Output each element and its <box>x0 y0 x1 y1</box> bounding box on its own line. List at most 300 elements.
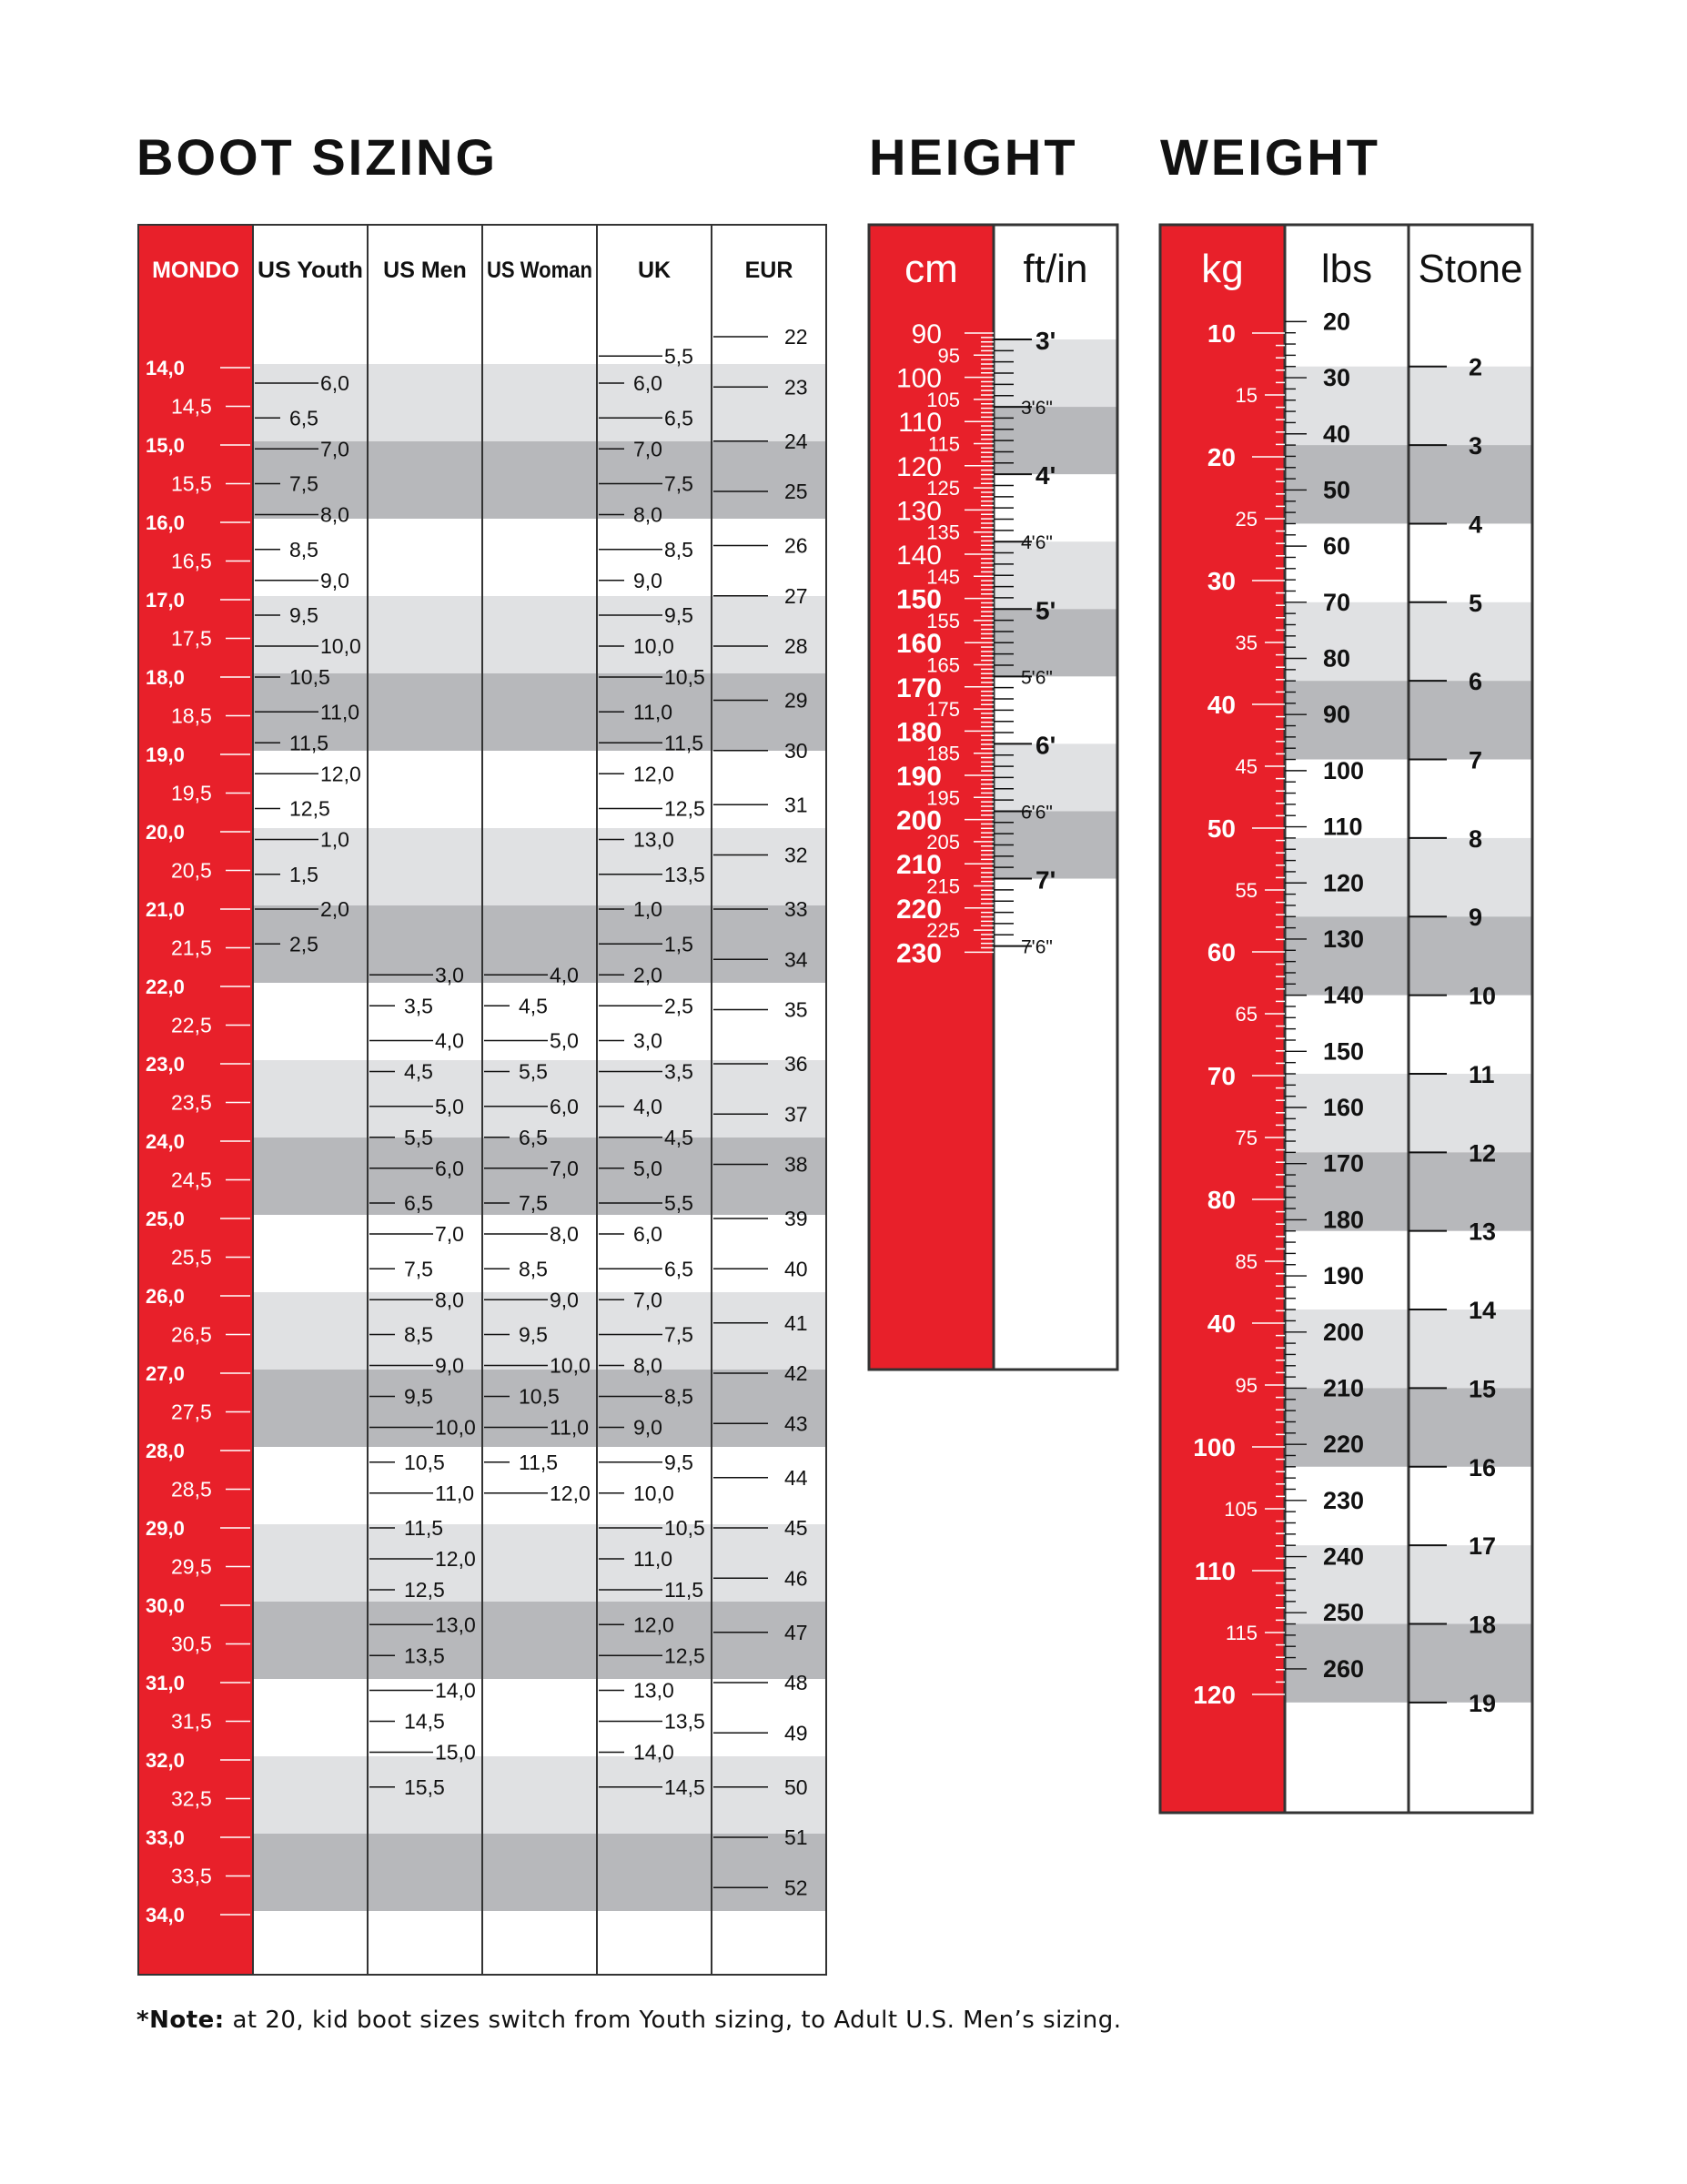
eur-label: 45 <box>784 1516 808 1540</box>
eur-label: 29 <box>784 688 808 713</box>
uk-label: 13,5 <box>664 1709 705 1734</box>
eur-label: 22 <box>784 325 808 349</box>
eur-label: 34 <box>784 947 808 972</box>
kg-label: 30 <box>1207 567 1236 595</box>
uk-label: 2,0 <box>633 963 662 987</box>
lbs-label: 260 <box>1323 1654 1365 1683</box>
stone-label: 18 <box>1469 1611 1497 1639</box>
kg-label: 110 <box>1194 1557 1236 1585</box>
us-youth-label: 6,5 <box>289 406 318 430</box>
mondo-label: 25,5 <box>171 1245 212 1269</box>
us-men-label: 5,5 <box>404 1125 433 1149</box>
stone-label: 11 <box>1469 1060 1495 1088</box>
uk-label: 12,5 <box>664 1643 705 1668</box>
us-men-label: 9,0 <box>435 1353 464 1378</box>
kg-label: 35 <box>1235 632 1258 654</box>
eur-label: 48 <box>784 1671 808 1694</box>
kg-label: 80 <box>1207 1186 1236 1214</box>
eur-label: 31 <box>784 793 808 817</box>
mondo-label: 15,5 <box>171 471 212 496</box>
ft-label: 7'6" <box>1021 936 1053 958</box>
mondo-label: 24,5 <box>171 1168 212 1192</box>
uk-label: 1,5 <box>664 932 693 956</box>
lbs-label: 20 <box>1323 308 1351 336</box>
uk-label: 5,5 <box>664 344 693 369</box>
uk-label: 4,5 <box>664 1125 693 1149</box>
mondo-label: 29,5 <box>171 1554 212 1579</box>
mondo-label: 32,5 <box>171 1786 212 1811</box>
mondo-label: 28,0 <box>146 1440 185 1462</box>
cm-label: 210 <box>895 850 942 881</box>
mondo-label: 22,5 <box>171 1013 212 1037</box>
us-youth-label: 12,0 <box>320 762 361 786</box>
mondo-label: 23,0 <box>146 1053 185 1076</box>
cm-label: 230 <box>895 938 942 969</box>
uk-label: 9,5 <box>664 1450 693 1474</box>
lbs-label: 190 <box>1323 1262 1365 1290</box>
uk-label: 6,5 <box>664 1257 693 1281</box>
ft-label: 5' <box>1035 596 1056 625</box>
mondo-label: 32,0 <box>146 1749 185 1772</box>
ft-label: 3'6" <box>1021 398 1053 420</box>
us-men-label: 3,0 <box>435 963 464 987</box>
cm-label: 205 <box>926 830 960 854</box>
cm-label: 120 <box>895 451 942 482</box>
stone-label: 3 <box>1469 432 1483 460</box>
kg-label: 70 <box>1207 1062 1236 1090</box>
lbs-label: 40 <box>1323 420 1351 448</box>
cm-label: 155 <box>926 609 960 632</box>
eur-label: 44 <box>784 1465 808 1490</box>
ft-label: 5'6" <box>1021 667 1053 689</box>
lbs-label: 50 <box>1323 476 1351 504</box>
cm-label: 145 <box>926 565 960 589</box>
cm-label: 95 <box>937 344 960 368</box>
us-youth-label: 6,0 <box>320 371 349 395</box>
mondo-label: 27,0 <box>146 1362 185 1385</box>
kg-label: 65 <box>1235 1003 1258 1026</box>
cm-label: 200 <box>895 805 942 836</box>
uk-label: 8,0 <box>633 1353 662 1378</box>
mondo-label: 26,0 <box>146 1285 185 1308</box>
us-woman-label: 5,0 <box>550 1028 579 1053</box>
us-men-label: 11,0 <box>435 1481 475 1505</box>
eur-label: 50 <box>784 1774 808 1799</box>
eur-label: 35 <box>784 997 808 1022</box>
uk-label: 1,0 <box>633 897 662 921</box>
cm-label: 215 <box>926 875 960 898</box>
lbs-label: 230 <box>1323 1486 1365 1514</box>
us-men-label: 14,5 <box>404 1709 445 1734</box>
uk-label: 6,0 <box>633 371 662 395</box>
stone-label: 17 <box>1469 1532 1497 1561</box>
kg-label: 25 <box>1235 508 1258 531</box>
uk-label: 2,5 <box>664 994 693 1018</box>
eur-label: 36 <box>784 1052 808 1076</box>
uk-label: 10,0 <box>633 634 674 658</box>
us-woman-label: 9,0 <box>550 1288 579 1312</box>
us-youth-label: 8,0 <box>320 502 349 527</box>
eur-label: 39 <box>784 1207 808 1230</box>
cm-label: 160 <box>895 629 942 660</box>
mondo-label: 20,0 <box>146 821 185 844</box>
weight-title: WEIGHT <box>1160 128 1380 186</box>
uk-label: 7,5 <box>664 471 693 496</box>
kg-label: 15 <box>1235 384 1258 407</box>
footnote <box>136 2007 1122 2034</box>
cm-label: 225 <box>926 919 960 943</box>
cm-label: 115 <box>927 432 960 456</box>
stone-label: 8 <box>1469 824 1483 853</box>
mondo-label: 31,0 <box>146 1672 185 1694</box>
mondo-label: 23,5 <box>171 1090 212 1115</box>
lbs-label: 60 <box>1323 532 1351 561</box>
footnote-text: at 20, kid boot sizes switch from Youth sizing, to Adult U.S. Men’s sizing. <box>224 2007 1122 2034</box>
column-header-mondo: MONDO <box>152 258 239 283</box>
uk-label: 11,5 <box>664 731 704 755</box>
kg-label: 120 <box>1193 1681 1236 1709</box>
mondo-label: 22,0 <box>146 976 185 998</box>
us-woman-label: 7,0 <box>550 1156 579 1180</box>
kg-label: 55 <box>1235 879 1258 902</box>
us-youth-label: 11,5 <box>289 731 329 755</box>
uk-label: 9,0 <box>633 568 662 592</box>
us-woman-label: 5,5 <box>519 1059 548 1084</box>
uk-label: 5,5 <box>664 1191 693 1215</box>
eur-label: 43 <box>784 1411 808 1436</box>
mondo-label: 16,5 <box>171 549 212 573</box>
stone-label: 15 <box>1469 1375 1497 1403</box>
us-woman-label: 8,0 <box>550 1222 579 1246</box>
stone-label: 2 <box>1469 353 1483 381</box>
us-youth-label: 9,5 <box>289 603 318 627</box>
ft-label: 4'6" <box>1021 532 1053 554</box>
column-header-us-woman: US Woman <box>487 258 592 283</box>
us-men-label: 11,5 <box>404 1516 444 1540</box>
eur-label: 38 <box>784 1152 808 1177</box>
uk-label: 10,0 <box>633 1481 674 1505</box>
uk-label: 12,5 <box>664 796 705 821</box>
stone-label: 7 <box>1469 746 1483 774</box>
us-youth-label: 1,0 <box>320 827 349 852</box>
lbs-label: 80 <box>1323 644 1351 672</box>
uk-label: 9,0 <box>633 1415 662 1440</box>
uk-label: 7,0 <box>633 437 662 461</box>
eur-label: 52 <box>784 1876 808 1900</box>
cm-label: 195 <box>926 786 960 810</box>
uk-label: 12,0 <box>633 1613 674 1637</box>
uk-label: 8,5 <box>664 1384 693 1409</box>
us-men-label: 13,0 <box>435 1613 476 1637</box>
uk-label: 14,0 <box>633 1740 674 1764</box>
us-youth-label: 7,5 <box>289 471 318 496</box>
lbs-label: 100 <box>1323 756 1365 784</box>
uk-label: 8,5 <box>664 537 693 561</box>
mondo-label: 19,5 <box>171 781 212 805</box>
uk-label: 14,5 <box>664 1774 705 1799</box>
us-youth-label: 2,5 <box>289 932 318 956</box>
mondo-label: 27,5 <box>171 1400 212 1424</box>
mondo-label: 14,5 <box>171 394 212 419</box>
stone-label: 6 <box>1469 668 1483 696</box>
stone-label: 12 <box>1469 1139 1497 1168</box>
uk-label: 13,0 <box>633 827 674 852</box>
us-woman-label: 11,0 <box>550 1415 590 1440</box>
mondo-label: 24,0 <box>146 1130 185 1153</box>
column-header-lbs: lbs <box>1320 247 1373 291</box>
uk-label: 5,0 <box>633 1156 662 1180</box>
kg-label: 95 <box>1235 1374 1258 1397</box>
uk-label: 3,5 <box>664 1059 693 1084</box>
column-header-cm: cm <box>904 247 958 291</box>
cm-label: 150 <box>895 584 942 615</box>
kg-label: 20 <box>1207 443 1236 471</box>
column-header-us-youth: US Youth <box>258 258 363 283</box>
mondo-label: 18,5 <box>171 703 212 728</box>
eur-label: 47 <box>784 1620 808 1644</box>
uk-label: 3,0 <box>633 1028 662 1053</box>
column-header-ft-in: ft/in <box>1023 247 1088 291</box>
cm-label: 165 <box>926 653 960 677</box>
cm-label: 185 <box>926 742 960 765</box>
uk-label: 4,0 <box>633 1094 662 1118</box>
mondo-label: 18,0 <box>146 666 185 689</box>
eur-label: 40 <box>784 1257 808 1281</box>
mondo-label: 33,0 <box>146 1826 185 1849</box>
cm-label: 100 <box>895 363 942 394</box>
eur-label: 51 <box>784 1825 808 1849</box>
us-men-label: 8,5 <box>404 1322 433 1347</box>
stone-label: 4 <box>1469 511 1483 539</box>
us-woman-label: 4,0 <box>550 963 579 987</box>
mondo-label: 17,0 <box>146 589 185 612</box>
mondo-label: 15,0 <box>146 434 185 457</box>
kg-label: 45 <box>1235 755 1258 778</box>
cm-label: 180 <box>895 717 942 748</box>
lbs-label: 90 <box>1323 701 1351 729</box>
lbs-label: 150 <box>1323 1037 1365 1066</box>
mondo-label: 31,5 <box>171 1709 212 1734</box>
us-men-label: 15,5 <box>404 1774 445 1799</box>
eur-label: 46 <box>784 1566 808 1591</box>
us-men-label: 5,0 <box>435 1094 464 1118</box>
kg-label: 115 <box>1225 1622 1258 1644</box>
us-youth-label: 7,0 <box>320 437 349 461</box>
kg-label: 40 <box>1207 691 1236 719</box>
eur-label: 27 <box>784 583 808 608</box>
cm-label: 130 <box>895 496 942 527</box>
us-youth-label: 10,0 <box>320 634 361 658</box>
cm-label: 175 <box>926 698 960 722</box>
us-men-label: 10,0 <box>435 1415 476 1440</box>
uk-label: 11,0 <box>633 700 673 724</box>
us-men-label: 10,5 <box>404 1450 445 1474</box>
mondo-label: 30,0 <box>146 1594 185 1617</box>
us-men-label: 14,0 <box>435 1678 476 1703</box>
ft-label: 6' <box>1035 731 1056 760</box>
us-youth-label: 11,0 <box>320 700 360 724</box>
eur-label: 42 <box>784 1361 808 1385</box>
mondo-label: 29,0 <box>146 1517 185 1540</box>
lbs-label: 110 <box>1323 813 1363 841</box>
lbs-label: 70 <box>1323 588 1351 616</box>
stone-label: 14 <box>1469 1297 1497 1325</box>
us-men-label: 9,5 <box>404 1384 433 1409</box>
uk-label: 7,0 <box>633 1288 662 1312</box>
uk-label: 8,0 <box>633 502 662 527</box>
mondo-label: 28,5 <box>171 1477 212 1502</box>
eur-label: 26 <box>784 533 808 558</box>
mondo-label: 30,5 <box>171 1632 212 1656</box>
mondo-label: 20,5 <box>171 858 212 883</box>
ft-label: 3' <box>1035 326 1056 355</box>
lbs-label: 30 <box>1323 364 1351 392</box>
cm-label: 220 <box>895 894 942 925</box>
kg-label: 50 <box>1207 814 1236 843</box>
uk-label: 11,0 <box>633 1547 673 1571</box>
eur-label: 23 <box>784 375 808 399</box>
us-woman-label: 12,0 <box>550 1481 591 1505</box>
column-header-stone: Stone <box>1418 247 1523 291</box>
mondo-label: 34,0 <box>146 1904 185 1926</box>
lbs-label: 220 <box>1323 1431 1365 1459</box>
stone-label: 10 <box>1469 982 1497 1010</box>
stone-label: 9 <box>1469 904 1483 932</box>
uk-label: 11,5 <box>664 1578 704 1602</box>
us-men-label: 4,5 <box>404 1059 433 1084</box>
us-men-label: 15,0 <box>435 1740 476 1764</box>
us-woman-label: 11,5 <box>519 1450 559 1474</box>
us-woman-label: 10,0 <box>550 1353 591 1378</box>
mondo-label: 19,0 <box>146 743 185 766</box>
lbs-label: 170 <box>1323 1149 1365 1178</box>
column-header-uk: UK <box>637 258 672 283</box>
lbs-label: 180 <box>1323 1206 1365 1234</box>
us-men-label: 7,0 <box>435 1222 464 1246</box>
us-men-label: 3,5 <box>404 994 433 1018</box>
cm-label: 110 <box>898 408 942 439</box>
column-header-us-men: US Men <box>383 258 467 283</box>
cm-label: 125 <box>926 477 960 500</box>
lbs-label: 210 <box>1323 1374 1365 1402</box>
us-men-label: 8,0 <box>435 1288 464 1312</box>
cm-label: 170 <box>895 672 942 703</box>
stone-label: 19 <box>1469 1689 1497 1717</box>
mondo-label: 26,5 <box>171 1322 212 1347</box>
cm-label: 135 <box>926 521 960 544</box>
us-youth-label: 10,5 <box>289 665 330 689</box>
stone-label: 5 <box>1469 589 1483 617</box>
us-woman-label: 10,5 <box>519 1384 560 1409</box>
us-men-label: 6,0 <box>435 1156 464 1180</box>
ft-label: 6'6" <box>1021 802 1053 824</box>
footnote-bold: *Note: <box>136 2007 225 2034</box>
mondo-label: 21,5 <box>171 935 212 960</box>
kg-label: 60 <box>1207 938 1236 966</box>
uk-label: 9,5 <box>664 603 693 627</box>
height-title: HEIGHT <box>869 128 1078 186</box>
us-woman-label: 6,5 <box>519 1125 548 1149</box>
eur-label: 25 <box>784 480 808 503</box>
uk-label: 10,5 <box>664 1516 705 1540</box>
cm-label: 90 <box>911 319 942 349</box>
kg-label: 105 <box>1224 1498 1258 1521</box>
us-men-label: 6,5 <box>404 1191 433 1215</box>
column-header-kg: kg <box>1201 247 1244 291</box>
lbs-label: 140 <box>1323 981 1365 1009</box>
us-men-label: 4,0 <box>435 1028 464 1053</box>
eur-label: 28 <box>784 634 808 658</box>
mondo-label: 16,0 <box>146 511 185 534</box>
us-men-label: 7,5 <box>404 1257 433 1281</box>
uk-label: 12,0 <box>633 762 674 786</box>
lbs-label: 240 <box>1323 1542 1365 1571</box>
us-men-label: 12,0 <box>435 1547 476 1571</box>
eur-label: 37 <box>784 1102 808 1127</box>
lbs-label: 250 <box>1323 1599 1365 1627</box>
us-youth-label: 8,5 <box>289 537 318 561</box>
us-woman-label: 4,5 <box>519 994 548 1018</box>
mondo-label: 17,5 <box>171 626 212 651</box>
lbs-label: 200 <box>1323 1318 1365 1346</box>
eur-label: 33 <box>784 897 808 921</box>
us-men-label: 13,5 <box>404 1643 445 1668</box>
cm-label: 105 <box>926 388 960 411</box>
us-youth-label: 2,0 <box>320 897 349 921</box>
uk-label: 7,5 <box>664 1322 693 1347</box>
mondo-label: 33,5 <box>171 1864 212 1888</box>
us-woman-label: 8,5 <box>519 1257 548 1281</box>
stone-label: 13 <box>1469 1218 1497 1246</box>
eur-label: 24 <box>784 429 808 453</box>
stone-label: 16 <box>1469 1453 1497 1481</box>
kg-label: 75 <box>1235 1127 1258 1149</box>
us-men-label: 12,5 <box>404 1578 445 1602</box>
ft-label: 7' <box>1035 865 1056 895</box>
uk-label: 6,5 <box>664 406 693 430</box>
eur-label: 30 <box>784 738 808 763</box>
eur-label: 41 <box>784 1310 808 1335</box>
kg-label: 100 <box>1193 1433 1236 1461</box>
lbs-label: 130 <box>1323 925 1365 953</box>
mondo-label: 25,0 <box>146 1208 185 1230</box>
mondo-label: 14,0 <box>146 357 185 379</box>
us-woman-label: 9,5 <box>519 1322 548 1347</box>
us-youth-label: 12,5 <box>289 796 330 821</box>
eur-label: 32 <box>784 843 808 867</box>
cm-label: 190 <box>895 762 942 792</box>
uk-label: 6,0 <box>633 1222 662 1246</box>
us-woman-label: 6,0 <box>550 1094 579 1118</box>
lbs-label: 120 <box>1323 869 1365 897</box>
lbs-label: 160 <box>1323 1094 1365 1122</box>
us-youth-label: 1,5 <box>289 862 318 886</box>
ft-label: 4' <box>1035 461 1056 490</box>
uk-label: 13,5 <box>664 862 705 886</box>
kg-label: 85 <box>1235 1250 1258 1273</box>
mondo-label: 21,0 <box>146 898 185 921</box>
column-header-eur: EUR <box>744 258 793 283</box>
us-youth-label: 9,0 <box>320 568 349 592</box>
kg-label: 40 <box>1207 1309 1236 1338</box>
cm-label: 140 <box>895 541 942 571</box>
eur-label: 49 <box>784 1721 808 1745</box>
kg-label: 10 <box>1207 319 1236 348</box>
uk-label: 13,0 <box>633 1678 674 1703</box>
us-woman-label: 7,5 <box>519 1191 548 1215</box>
uk-label: 10,5 <box>664 665 705 689</box>
boot-sizing-title: BOOT SIZING <box>136 128 498 186</box>
